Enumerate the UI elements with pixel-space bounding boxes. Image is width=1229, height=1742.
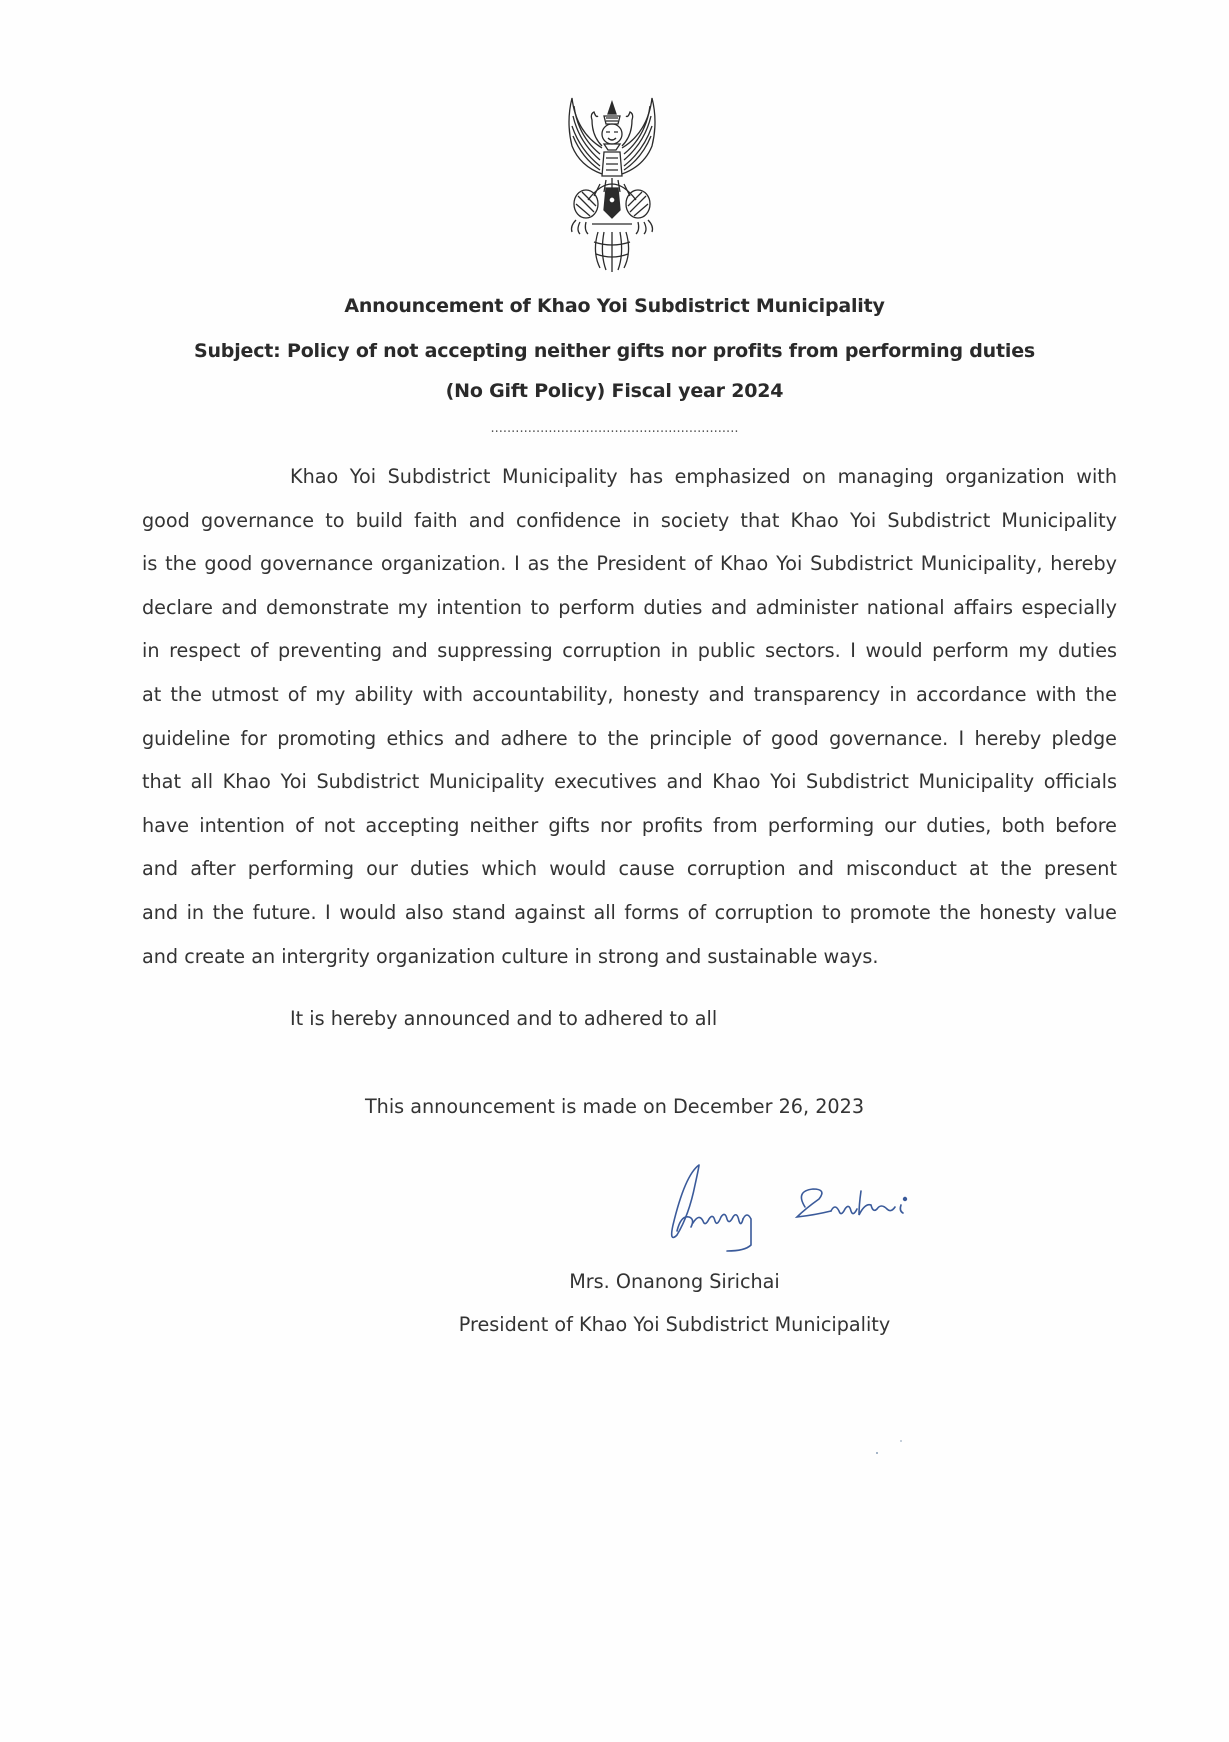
- body-line: in respect of preventing and suppressing corruption in public sectors. I would perform my duties: [142, 639, 1117, 663]
- body-line: good governance to build faith and confidence in society that Khao Yoi Subdistrict Municipality: [142, 508, 1117, 532]
- body-line: guideline for promoting ethics and adhere to the principle of good governance. I hereby pledge: [142, 726, 1117, 750]
- announcement-title: Announcement of Khao Yoi Subdistrict Municipality: [344, 295, 885, 317]
- body-line: that all Khao Yoi Subdistrict Municipality executives and Khao Yoi Subdistrict Municipality officials: [142, 770, 1117, 794]
- closing-statement: It is hereby announced and to adhered to all: [290, 1007, 718, 1030]
- body-line: have intention of not accepting neither gifts nor profits from performing our duties, both before: [142, 813, 1117, 837]
- body-line: at the utmost of my ability with accountability, honesty and transparency in accordance with the: [142, 682, 1117, 706]
- body-line: and create an intergrity organization culture in strong and sustainable ways.: [142, 944, 879, 968]
- body-line: and in the future. I would also stand against all forms of corruption to promote the honesty value: [142, 900, 1117, 924]
- body-line: declare and demonstrate my intention to perform duties and administer national affairs especially: [142, 595, 1117, 619]
- body-line: is the good governance organization. I as the President of Khao Yoi Subdistrict Municipality, hereby: [142, 552, 1117, 576]
- garuda-emblem-icon: [562, 92, 662, 274]
- body-line: and after performing our duties which would cause corruption and misconduct at the present: [142, 857, 1117, 881]
- subject-line: Subject: Policy of not accepting neither gifts nor profits from performing duties: [194, 340, 1035, 362]
- dotted-separator: ............................................................: [490, 424, 739, 436]
- scan-speck: [876, 1452, 878, 1454]
- body-line: Khao Yoi Subdistrict Municipality has emphasized on managing organization with: [290, 465, 1117, 488]
- signer-name: Mrs. Onanong Sirichai: [569, 1270, 780, 1293]
- announcement-body: [142, 455, 1117, 978]
- signer-title: President of Khao Yoi Subdistrict Municipality: [458, 1313, 891, 1336]
- announcement-date: This announcement is made on December 26, 2023: [364, 1095, 865, 1118]
- handwritten-signature-icon: [655, 1155, 955, 1255]
- scan-speck: [900, 1440, 902, 1442]
- subject-line-continued: (No Gift Policy) Fiscal year 2024: [445, 380, 784, 402]
